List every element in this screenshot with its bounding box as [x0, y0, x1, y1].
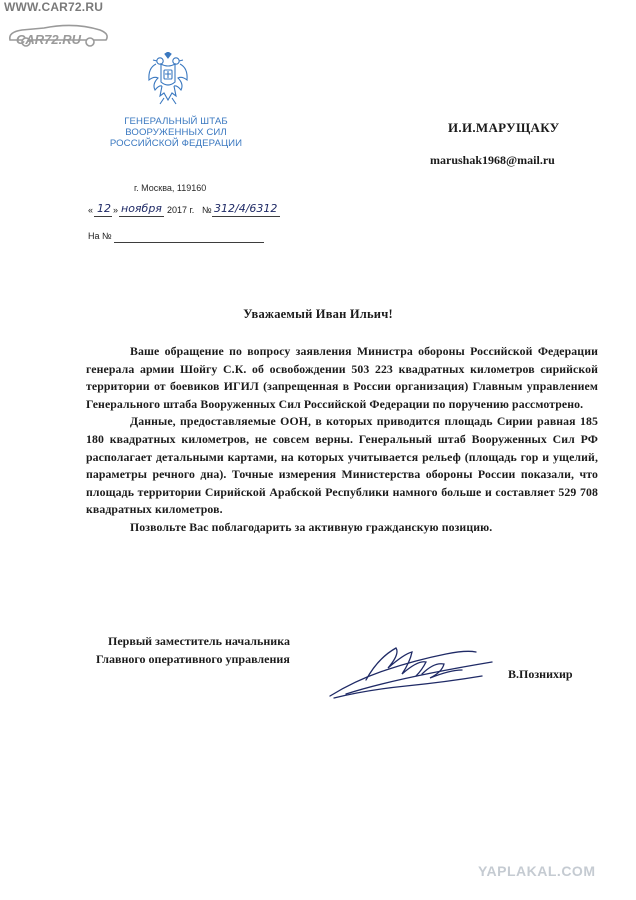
date-month: ноября: [121, 202, 162, 215]
date-day: 12: [97, 202, 111, 215]
paragraph: Позвольте Вас поблагодарить за активную гражданскую позицию.: [130, 519, 493, 534]
reference-underline: [114, 242, 264, 243]
org-name: [100, 116, 252, 149]
org-address: г. Москва, 119160: [134, 183, 207, 193]
letter-number: 312/4/6312: [214, 202, 278, 215]
greeting: Уважаемый Иван Ильич!: [243, 307, 393, 321]
watermark-logo-text: CAR72.RU: [16, 32, 82, 47]
position-line: Первый заместитель начальника: [108, 634, 290, 648]
handwritten-signature: [326, 640, 496, 702]
number-label: №: [202, 205, 212, 215]
car72-watermark: [0, 0, 140, 50]
date-month-underline: [119, 216, 164, 217]
position-line: Главного оперативного управления: [96, 652, 290, 666]
org-line: ВООРУЖЕННЫХ СИЛ: [125, 127, 227, 138]
recipient-name: И.И.МАРУЩАКУ: [448, 120, 560, 135]
paragraph: Ваше обращение по вопросу заявления Министра обороны Российской Федерации генерала армии Шойгу С.К. об освобождении 503 223 квадратных километров сирийской территории от боевиков ИГИЛ (запрещенная в России организация) Главным управлением Генерального штаба Вооруженных Сил Российской Федерации по поручению рассмотрено.: [86, 344, 598, 411]
recipient-email: marushak1968@mail.ru: [430, 153, 555, 167]
date-and-number: [88, 203, 288, 219]
org-line: ГЕНЕРАЛЬНЫЙ ШТАБ: [124, 116, 228, 127]
date-quote-close: »: [113, 205, 119, 215]
reference-label: На №: [88, 231, 112, 241]
number-underline: [212, 216, 280, 217]
date-quote-open: «: [88, 205, 94, 215]
org-line: РОССИЙСКОЙ ФЕДЕРАЦИИ: [109, 138, 243, 149]
yaplakal-watermark: YAPLAKAL.COM: [478, 863, 596, 879]
double-headed-eagle-icon: [146, 52, 190, 106]
letter-body: [86, 343, 598, 537]
watermark-url: WWW.CAR72.RU: [4, 0, 104, 14]
date-year: 2017 г.: [167, 205, 195, 215]
reference-line: [88, 231, 268, 245]
paragraph: Данные, предоставляемые ООН, в которых приводится площадь Сирии равная 185 180 квадратных километров, не совсем верны. Генеральный штаб Вооруженных Сил РФ располагает детальными картами, на которых учитывается рельеф (площадь гор и ущелий, параметры речного дна). Точные измерения Министерства обороны России показали, что площадь территории Сирийской Арабской Республики намного больше и составляет 529 708 квадратных километров.: [86, 414, 598, 517]
date-day-underline: [94, 216, 112, 217]
signer-name: В.Познихир: [508, 667, 573, 681]
